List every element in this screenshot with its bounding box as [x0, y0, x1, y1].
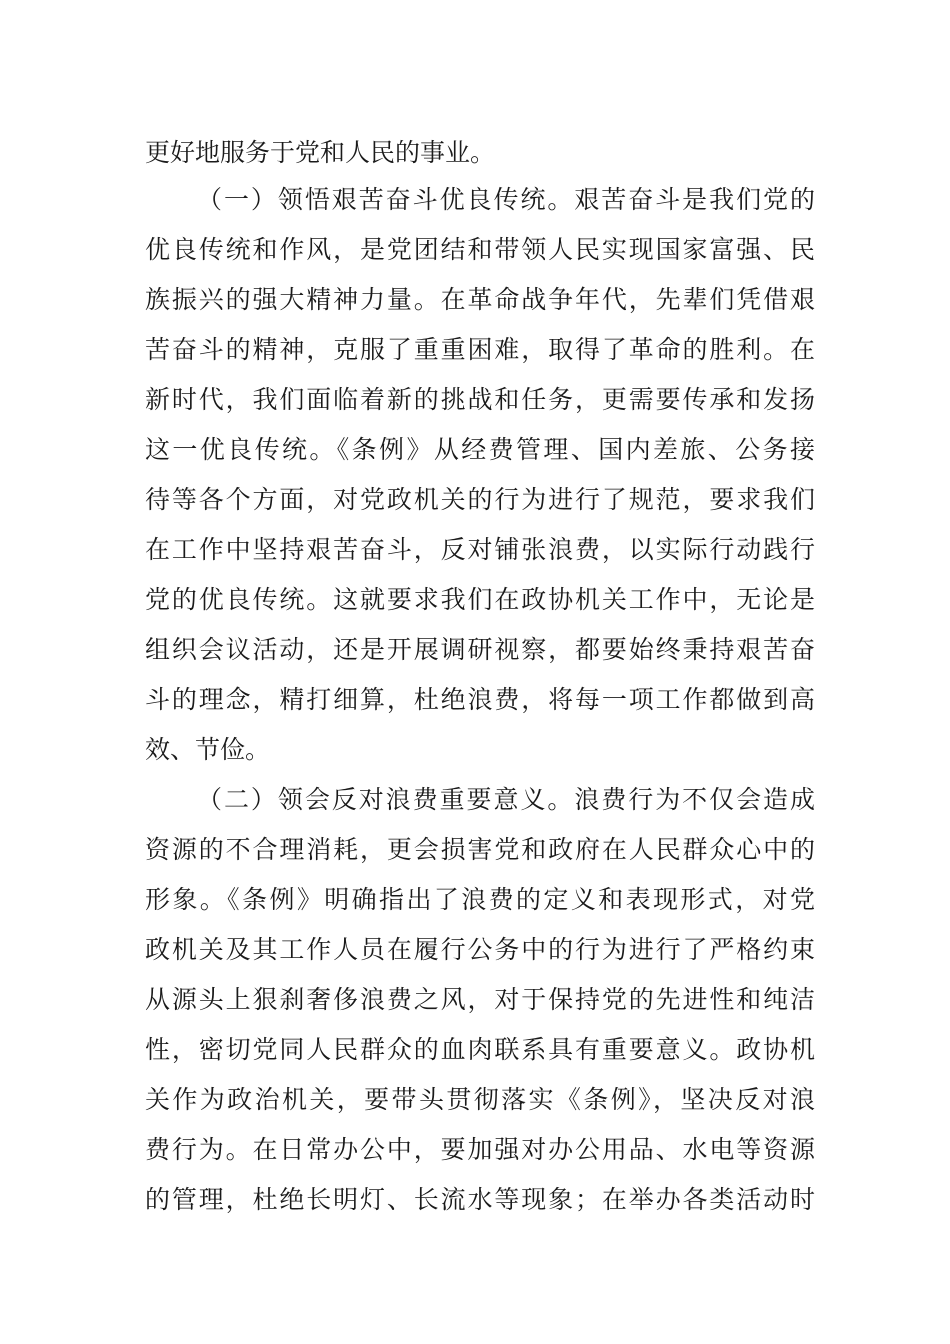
text-line: 资源的不合理消耗，更会损害党和政府在人民群众心中的	[145, 835, 815, 864]
text-line: 效、节俭。	[145, 735, 271, 764]
text-line: 待等各个方面，对党政机关的行为进行了规范，要求我们	[145, 485, 815, 514]
text-line: 斗的理念，精打细算，杜绝浪费，将每一项工作都做到高	[145, 685, 815, 714]
text-line: 优良传统和作风，是党团结和带领人民实现国家富强、民	[145, 235, 815, 264]
text-line: 性，密切党同人民群众的血肉联系具有重要意义。政协机	[145, 1035, 815, 1064]
text-line: 新时代，我们面临着新的挑战和任务，更需要传承和发扬	[145, 385, 815, 414]
text-line: （二）领会反对浪费重要意义。浪费行为不仅会造成	[197, 785, 815, 814]
text-line: （一）领悟艰苦奋斗优良传统。艰苦奋斗是我们党的	[197, 185, 815, 214]
text-line: 在工作中坚持艰苦奋斗，反对铺张浪费，以实际行动践行	[145, 535, 815, 564]
text-line: 费行为。在日常办公中，要加强对办公用品、水电等资源	[145, 1135, 815, 1164]
text-line: 政机关及其工作人员在履行公务中的行为进行了严格约束	[145, 935, 815, 964]
text-line: 从源头上狠刹奢侈浪费之风，对于保持党的先进性和纯洁	[145, 985, 815, 1014]
text-line: 关作为政治机关，要带头贯彻落实《条例》，坚决反对浪	[145, 1085, 815, 1114]
text-line: 族振兴的强大精神力量。在革命战争年代，先辈们凭借艰	[145, 285, 815, 314]
text-line: 组织会议活动，还是开展调研视察，都要始终秉持艰苦奋	[145, 635, 815, 664]
text-line: 更好地服务于党和人民的事业。	[145, 138, 496, 167]
text-line: 苦奋斗的精神，克服了重重困难，取得了革命的胜利。在	[145, 335, 815, 364]
text-line: 形象。《条例》明确指出了浪费的定义和表现形式，对党	[145, 885, 815, 914]
text-line: 这一优良传统。《条例》从经费管理、国内差旅、公务接	[145, 435, 815, 464]
text-line: 的管理，杜绝长明灯、长流水等现象；在举办各类活动时	[145, 1185, 815, 1214]
text-line: 党的优良传统。这就要求我们在政协机关工作中，无论是	[145, 585, 815, 614]
